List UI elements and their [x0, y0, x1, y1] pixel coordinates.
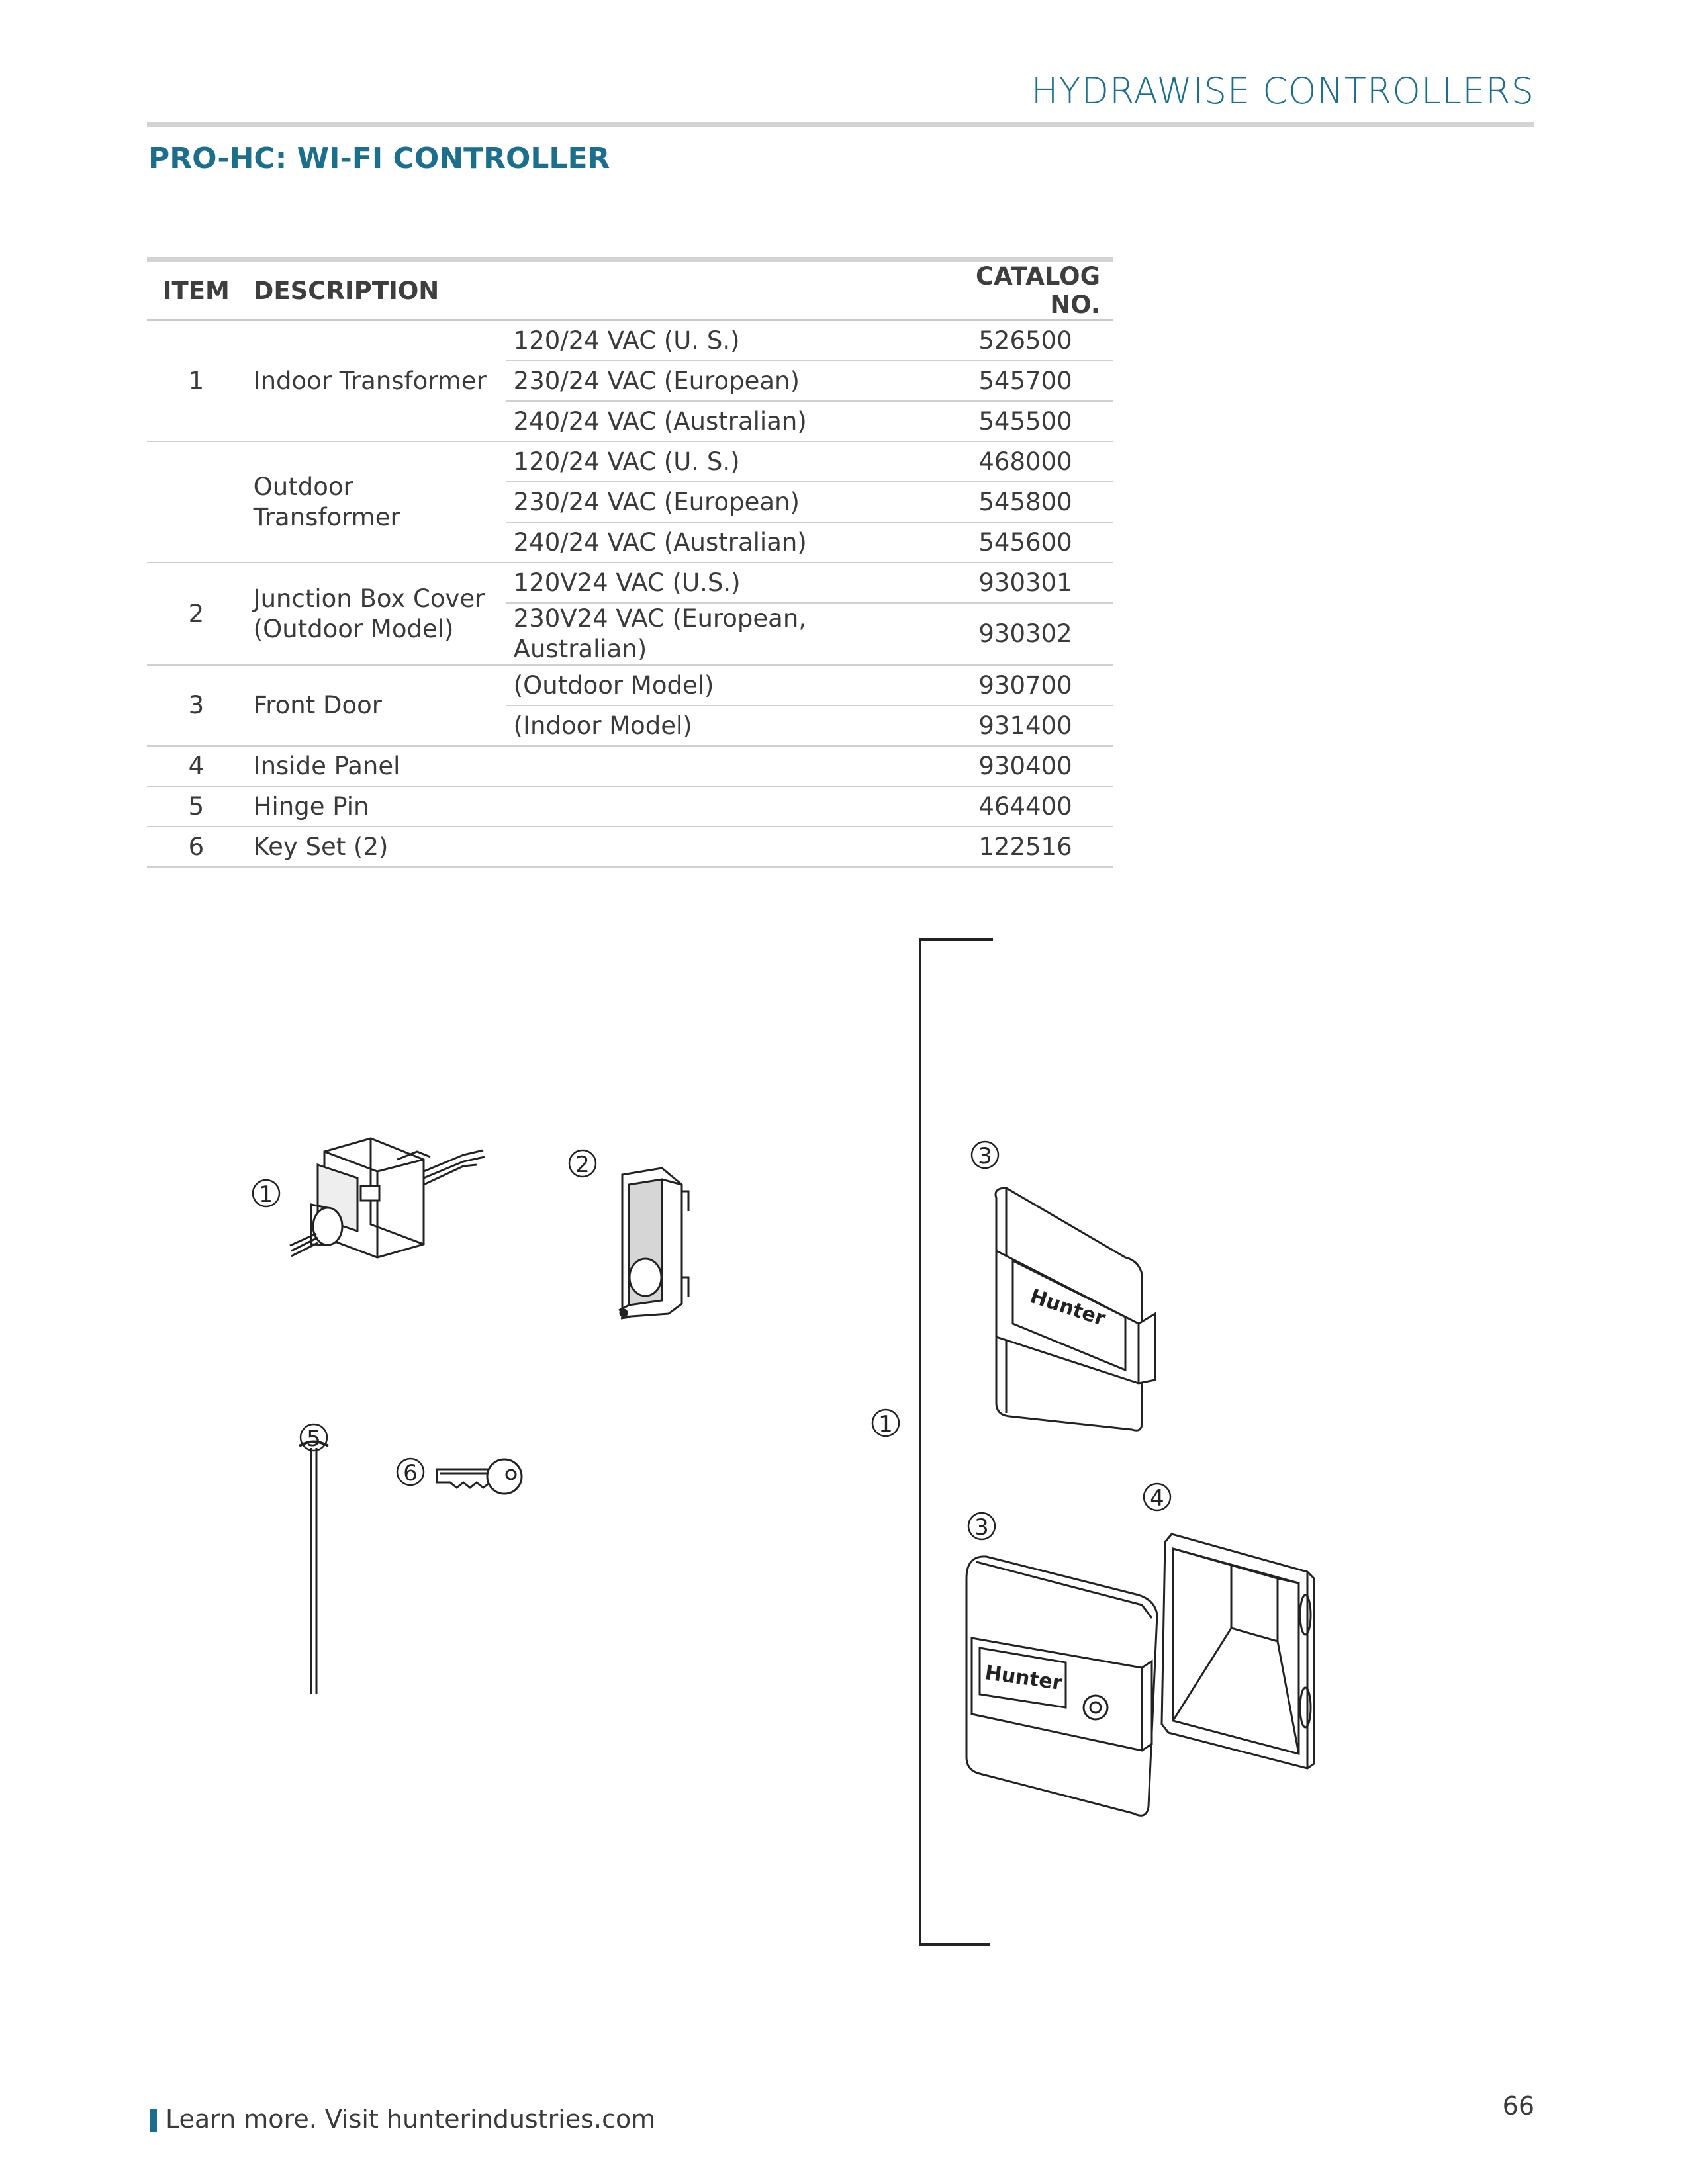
item-number: 2 [147, 563, 246, 665]
variant-description: 120/24 VAC (U. S.) [506, 320, 937, 361]
section-title: HYDRAWISE CONTROLLERS [1031, 70, 1534, 112]
catalog-number: 930301 [937, 563, 1113, 603]
variant-description: (Outdoor Model) [506, 665, 937, 705]
callout-hinge-pin: 5 [306, 1426, 321, 1452]
item-description: Key Set (2) [246, 827, 506, 867]
junction-cover-illustration [619, 1168, 688, 1318]
callout-outdoor-door: 3 [978, 1143, 992, 1169]
variant-description: 240/24 VAC (Australian) [506, 522, 937, 563]
catalog-number: 468000 [937, 441, 1113, 482]
col-header-item: ITEM [147, 259, 246, 320]
variant-description: 120/24 VAC (U. S.) [506, 441, 937, 482]
page-number: 66 [1502, 2091, 1534, 2120]
catalog-number: 464400 [937, 786, 1113, 827]
item-number: 5 [147, 786, 246, 827]
footer-accent-bar [150, 2109, 157, 2132]
item-number: 4 [147, 746, 246, 786]
outdoor-door-illustration [996, 1188, 1155, 1430]
callout-junction-cover: 2 [575, 1152, 590, 1178]
inside-panel-illustration [1162, 1534, 1314, 1768]
item-description-line: Junction Box Cover [253, 584, 485, 613]
item-description: Front Door [246, 665, 506, 746]
callout-key-set: 6 [403, 1460, 418, 1486]
catalog-number: 545700 [937, 361, 1113, 401]
key-illustration [437, 1459, 522, 1494]
footer-link-text[interactable]: Learn more. Visit hunterindustries.com [165, 2105, 656, 2134]
item-description: Outdoor Transformer [246, 441, 506, 563]
item-description: Hinge Pin [246, 786, 506, 827]
catalog-number: 930400 [937, 746, 1113, 786]
col-header-description: DESCRIPTION [246, 259, 506, 320]
item-description-line: (Outdoor Model) [253, 614, 454, 643]
hunter-logo: Hunter [983, 1661, 1064, 1696]
item-number: 1 [147, 320, 246, 442]
catalog-number: 545800 [937, 482, 1113, 522]
callout-bracket: 1 [878, 1411, 893, 1437]
callout-inside-panel: 4 [1150, 1485, 1164, 1512]
item-number: 6 [147, 827, 246, 867]
catalog-number: 526500 [937, 320, 1113, 361]
callout-transformer: 1 [259, 1181, 273, 1208]
indoor-door-illustration [966, 1557, 1157, 1815]
hunter-logo: Hunter [1027, 1285, 1109, 1331]
callout-indoor-door: 3 [974, 1514, 989, 1541]
item-description: Inside Panel [246, 746, 506, 786]
catalog-number: 931400 [937, 705, 1113, 746]
catalog-number: 930302 [937, 603, 1113, 665]
catalog-number: 545600 [937, 522, 1113, 563]
variant-description: 230/24 VAC (European) [506, 482, 937, 522]
variant-description: 120V24 VAC (U.S.) [506, 563, 937, 603]
col-header-catalog: CATALOG NO. [937, 259, 1113, 320]
item-description: Indoor Transformer [246, 320, 506, 442]
group-bracket [920, 940, 993, 1944]
catalog-number: 122516 [937, 827, 1113, 867]
catalog-number: 930700 [937, 665, 1113, 705]
transformer-illustration [290, 1138, 485, 1257]
variant-description: 230V24 VAC (European, Australian) [506, 603, 937, 665]
variant-description: (Indoor Model) [506, 705, 937, 746]
page-heading: PRO-HC: WI-FI CONTROLLER [148, 142, 610, 175]
item-number: 3 [147, 665, 246, 746]
catalog-number: 545500 [937, 401, 1113, 441]
hinge-pin-illustration [299, 1442, 328, 1695]
variant-description: 240/24 VAC (Australian) [506, 401, 937, 441]
variant-description: 230/24 VAC (European) [506, 361, 937, 401]
